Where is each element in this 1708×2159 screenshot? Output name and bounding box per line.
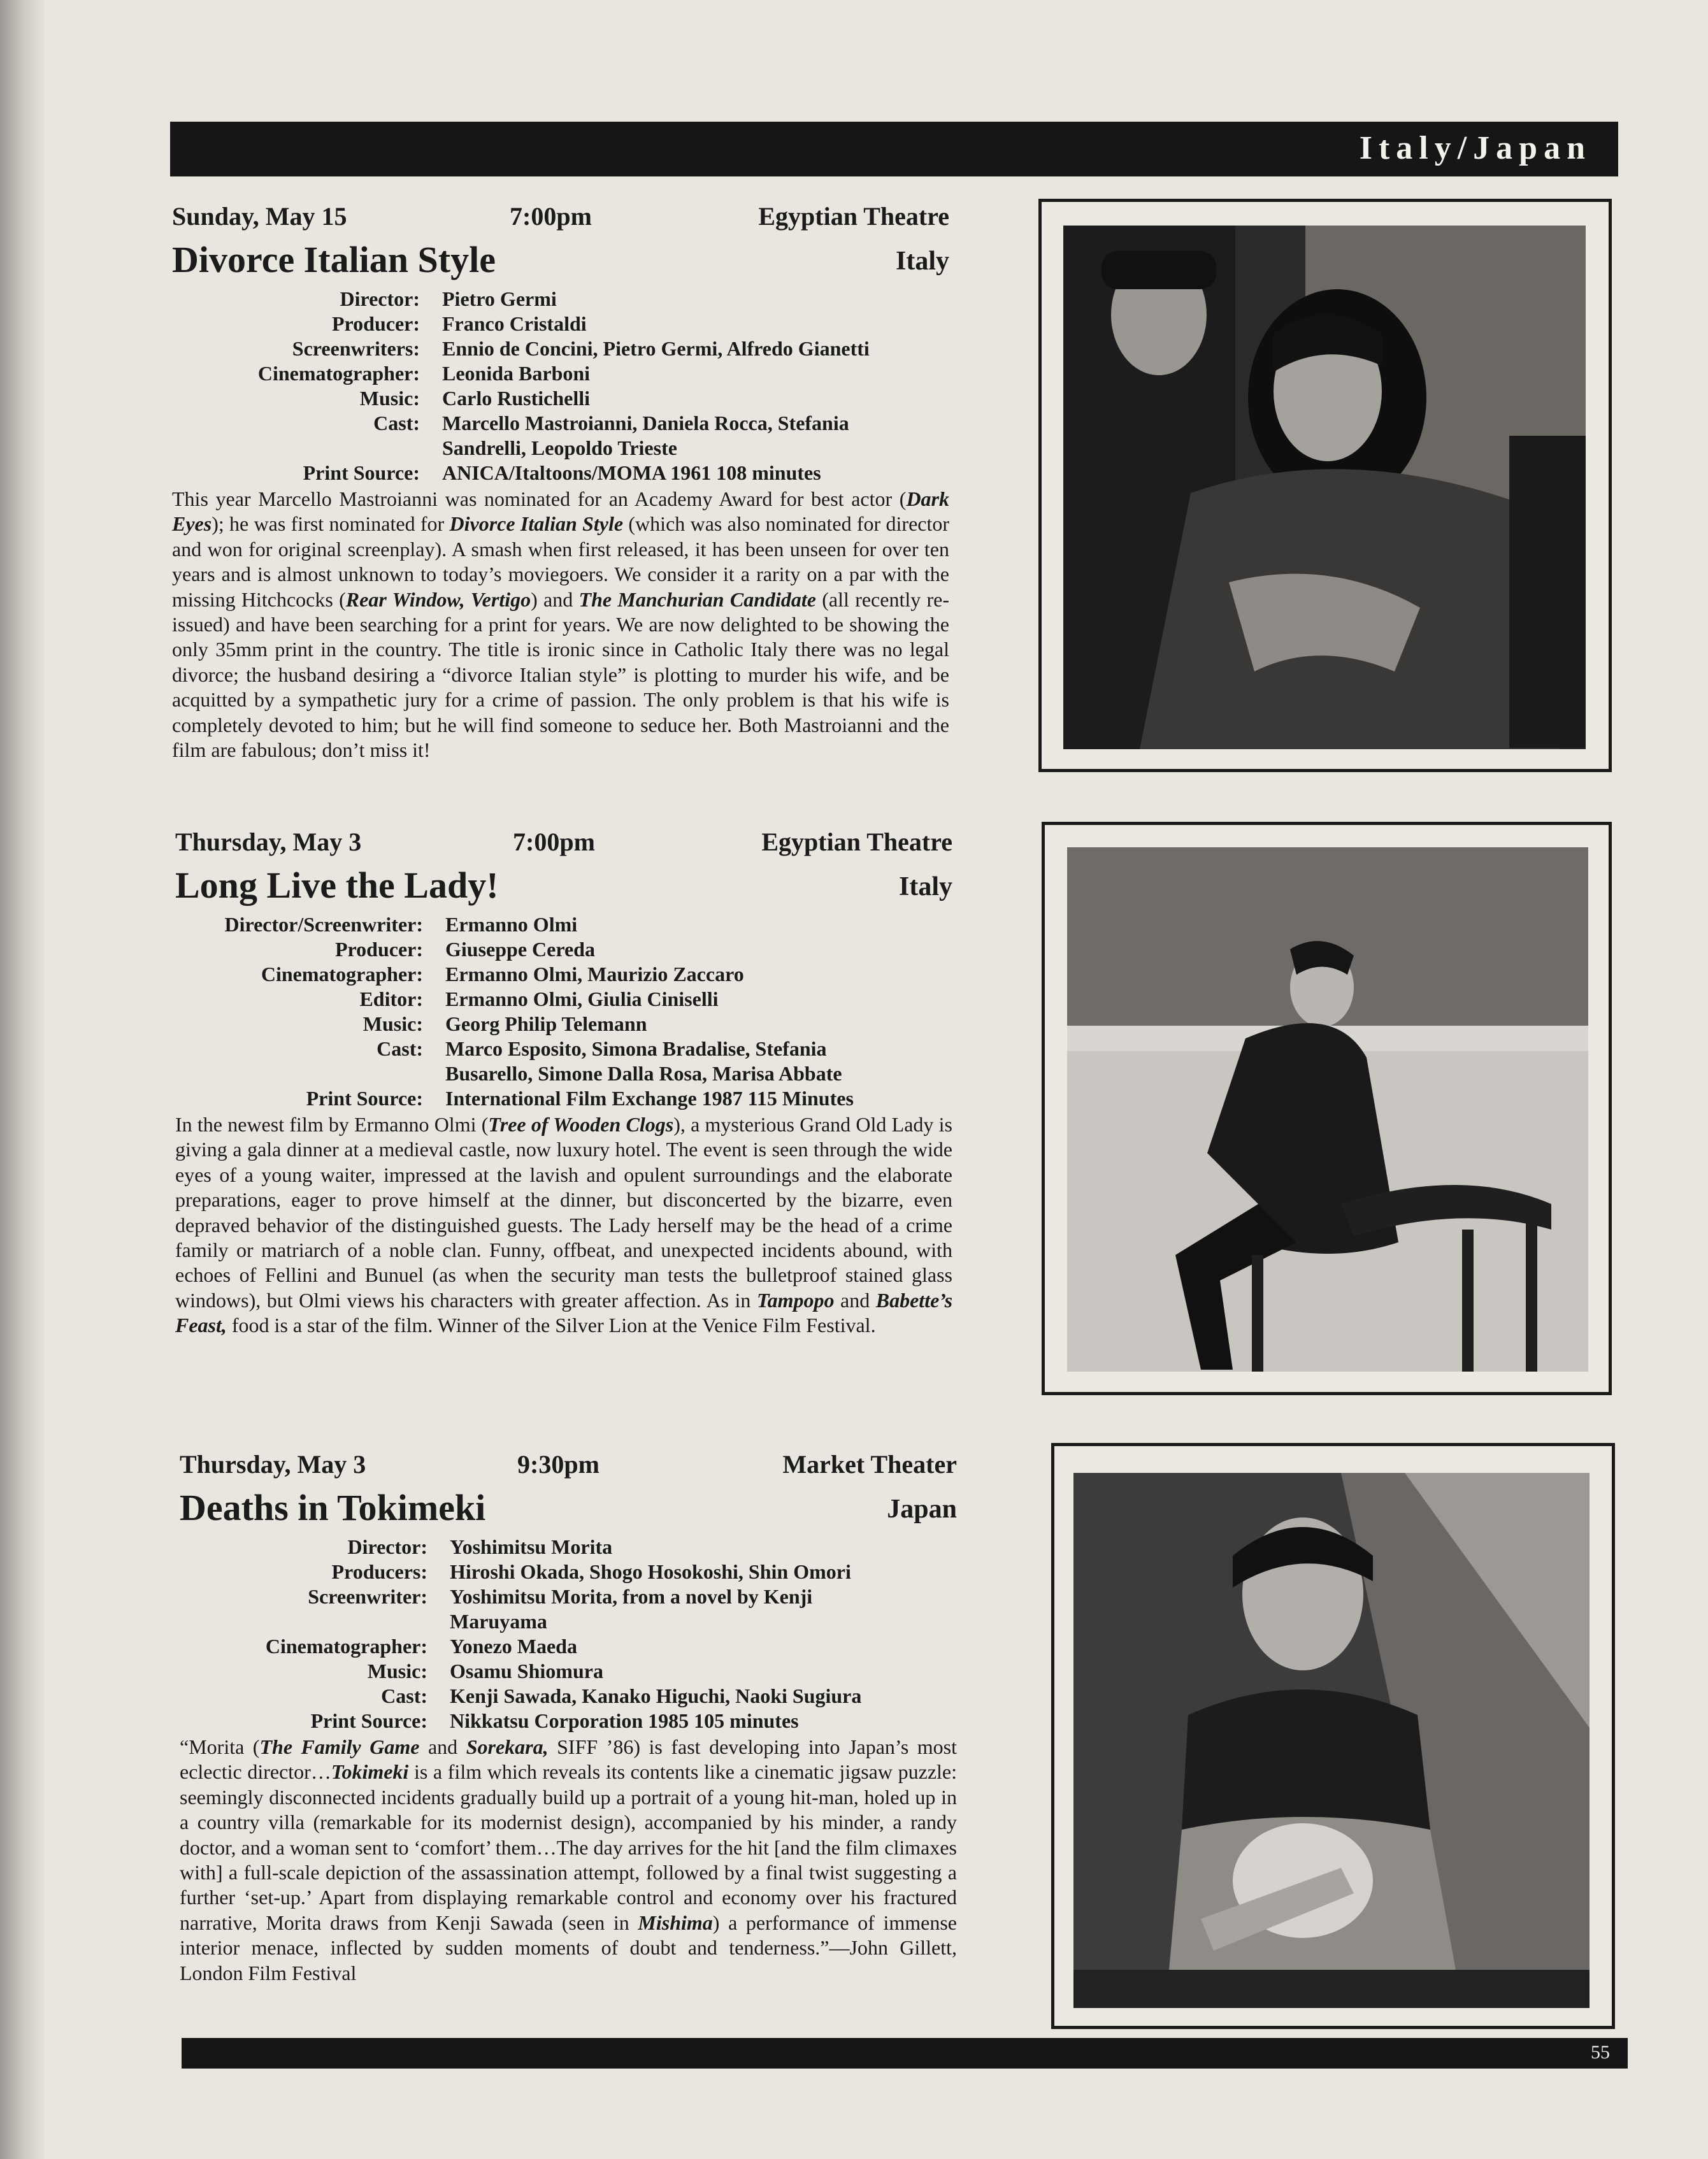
credit-row — [172, 411, 949, 436]
credit-role: Producer: — [334, 938, 423, 961]
credit-row — [172, 361, 949, 386]
credit-role: Music: — [367, 1660, 427, 1682]
credit-role: Producer: — [331, 312, 420, 335]
credit-role: Print Source: — [306, 1087, 423, 1110]
credit-role: Screenwriter: — [308, 1585, 427, 1608]
credit-row — [172, 336, 949, 361]
film-title: Deaths in Tokimeki — [180, 1487, 486, 1528]
credit-name: Ermanno Olmi, Maurizio Zaccaro — [445, 963, 744, 986]
screening-time: 7:00pm — [513, 828, 595, 856]
film-still-deaths-in-tokimeki — [1073, 1473, 1590, 2008]
credit-role: Cinematographer: — [265, 1635, 427, 1658]
credit-row — [172, 436, 949, 461]
section-title: Italy/Japan — [1359, 130, 1591, 166]
film-dateline — [180, 1449, 957, 1486]
credit-name: Yoshimitsu Morita, from a novel by Kenji — [450, 1585, 813, 1608]
credit-row — [172, 386, 949, 411]
credit-row — [180, 1609, 957, 1634]
credit-row — [172, 461, 949, 485]
credit-row — [175, 987, 952, 1012]
credit-row — [180, 1560, 957, 1584]
credit-name: Ermanno Olmi — [445, 913, 578, 936]
credit-role — [180, 1609, 450, 1634]
credit-row — [175, 1061, 952, 1086]
screening-venue: Egyptian Theatre — [758, 202, 949, 231]
credit-role: Print Source: — [310, 1709, 427, 1732]
credit-row — [175, 1036, 952, 1061]
credit-row — [172, 287, 949, 312]
credit-role: Director/Screenwriter: — [224, 913, 423, 936]
credit-row — [172, 312, 949, 336]
credit-name: Marco Esposito, Simona Bradalise, Stefania — [445, 1037, 827, 1060]
film-dateline — [172, 201, 949, 238]
film-country: Italy — [899, 872, 952, 901]
credit-role: Cinematographer: — [261, 963, 423, 986]
credit-name: Ennio de Concini, Pietro Germi, Alfredo Gianetti — [442, 337, 870, 360]
page-footer-bar — [182, 2038, 1628, 2069]
film-credits — [180, 1535, 957, 1733]
film-still-divorce-italian-style — [1063, 226, 1586, 749]
credit-role: Cast: — [377, 1037, 423, 1060]
credit-name: ANICA/Italtoons/MOMA 1961 108 minutes — [442, 461, 821, 484]
screening-venue: Market Theater — [782, 1450, 957, 1479]
photo-frame-deaths-in-tokimeki — [1051, 1443, 1615, 2029]
credit-role: Screenwriters: — [292, 337, 420, 360]
film-credits — [175, 912, 952, 1111]
credit-name: Giuseppe Cereda — [445, 938, 595, 961]
credit-row — [175, 937, 952, 962]
credit-name: Leonida Barboni — [442, 362, 591, 385]
film-titleline — [172, 238, 949, 287]
photo-frame-long-live-the-lady — [1042, 822, 1612, 1395]
credit-name: Ermanno Olmi, Giulia Ciniselli — [445, 987, 719, 1010]
credit-name: Hiroshi Okada, Shogo Hosokoshi, Shin Omori — [450, 1560, 851, 1583]
credit-role: Director: — [340, 287, 420, 310]
film-description: In the newest film by Ermanno Olmi (Tree of Wooden Clogs), a mysterious Grand Old Lady is giving a gala dinner at a medieval castle, now luxury hotel. The event is seen through the wide eyes of a young waiter, impressed at the lavish and opulent surroundings and the elaborate preparations, eager to prove himself at the dinner, but disconcerted by the bizarre, even depraved behavior of the distinguished guests. The Lady herself may be the head of a crime family or matriarch of a noble clan. Funny, offbeat, and unexpected incidents abound, with echoes of Fellini and Bunuel (as when the security man tests the bulletproof stained glass windows), but Olmi views his characters with greater affection. As in Tampopo and Babette’s Feast, food is a star of the film. Winner of the Silver Lion at the Venice Film Festival. — [175, 1113, 953, 1337]
credit-role: Producers: — [331, 1560, 427, 1583]
credit-name: Kenji Sawada, Kanako Higuchi, Naoki Sugiura — [450, 1684, 862, 1707]
credit-row — [180, 1634, 957, 1659]
credit-name: Osamu Shiomura — [450, 1660, 603, 1682]
screening-venue: Egyptian Theatre — [761, 828, 952, 856]
credit-role: Editor: — [359, 987, 423, 1010]
credit-role: Cinematographer: — [257, 362, 420, 385]
credit-row — [180, 1684, 957, 1709]
film-entry-deaths-in-tokimeki — [180, 1449, 957, 1986]
credit-name: Sandrelli, Leopoldo Trieste — [442, 436, 677, 459]
credit-row — [180, 1659, 957, 1684]
credit-row — [175, 962, 952, 987]
credit-row — [180, 1535, 957, 1560]
credit-role: Music: — [359, 387, 420, 410]
credit-name: Carlo Rustichelli — [442, 387, 590, 410]
film-dateline — [175, 827, 952, 864]
credit-name: Franco Cristaldi — [442, 312, 587, 335]
credit-name: Yoshimitsu Morita — [450, 1535, 613, 1558]
film-country: Italy — [896, 247, 949, 276]
credit-name: Pietro Germi — [442, 287, 557, 310]
screening-day: Thursday, May 3 — [180, 1450, 366, 1479]
credit-row — [180, 1709, 957, 1733]
credit-role: Director: — [347, 1535, 427, 1558]
credit-name: Maruyama — [450, 1610, 547, 1633]
credit-role — [175, 1061, 445, 1086]
credit-role — [172, 436, 442, 461]
credit-name: International Film Exchange 1987 115 Minutes — [445, 1087, 854, 1110]
page-number: 55 — [1591, 2042, 1610, 2063]
credit-name: Nikkatsu Corporation 1985 105 minutes — [450, 1709, 799, 1732]
credit-row — [175, 1086, 952, 1111]
credit-row — [175, 912, 952, 937]
section-header-bar — [170, 122, 1618, 176]
film-description: “Morita (The Family Game and Sorekara, SIFF ’86) is fast developing into Japan’s most eclectic director…Tokimeki is a film which reveals its contents like a cinematic jigsaw puzzle: seemingly disconnected incidents gradually build up a portrait of a young hit-man, holed up in a country villa (remarkable for its modernist design), accompanied by his minder, a randy doctor, and a woman sent to ‘comfort’ them…The day arrives for the hit [and the film climaxes with] a full-scale depiction of the assassination attempt, followed by a final twist suggesting a further ‘set-up.’ Apart from displaying remarkable control and economy over his fractured narrative, Morita draws from Kenji Sawada (seen in Mishima) a performance of immense interior menace, inflected by sudden moments of doubt and tenderness.”—John Gillett, London Film Festival — [180, 1735, 958, 1984]
film-entry-long-live-the-lady — [175, 827, 952, 1338]
film-title: Divorce Italian Style — [172, 239, 496, 280]
film-titleline — [175, 864, 952, 912]
credit-name: Busarello, Simone Dalla Rosa, Marisa Abbate — [445, 1062, 842, 1085]
credit-name: Marcello Mastroianni, Daniela Rocca, Stefania — [442, 412, 849, 434]
film-country: Japan — [887, 1495, 957, 1524]
credit-role: Cast: — [381, 1684, 427, 1707]
film-titleline — [180, 1486, 957, 1535]
credit-name: Georg Philip Telemann — [445, 1012, 647, 1035]
credit-role: Music: — [362, 1012, 423, 1035]
film-still-long-live-the-lady — [1067, 847, 1588, 1372]
book-spine-shadow — [0, 0, 45, 2159]
film-credits — [172, 287, 949, 485]
credit-name: Yonezo Maeda — [450, 1635, 577, 1658]
credit-role: Cast: — [373, 412, 420, 434]
credit-row — [180, 1584, 957, 1609]
film-entry-divorce-italian-style — [172, 201, 949, 763]
film-title: Long Live the Lady! — [175, 864, 499, 906]
photo-frame-divorce-italian-style — [1038, 199, 1612, 772]
screening-time: 9:30pm — [517, 1450, 599, 1479]
screening-day: Sunday, May 15 — [172, 202, 347, 231]
screening-time: 7:00pm — [510, 202, 592, 231]
film-description: This year Marcello Mastroianni was nominated for an Academy Award for best actor (Dark Eyes); he was first nominated for Divorce Italian Style (which was also nominated for director and won for original screenplay). A smash when first released, it has been unseen for over ten years and is almost unknown to today’s moviegoers. We consider it a rarity on a par with the missing Hitchcocks (Rear Window, Vertigo) and The Manchurian Candidate (all recently re-issued) and have been searching for a print for years. We are now delighted to be showing the only 35mm print in the country. The title is ironic since in Catholic Italy there was no legal divorce; the husband desiring a “divorce Italian style” is plotting to murder his wife, and be acquitted by a sympathetic jury for a crime of passion. The only problem is that his wife is completely devoted to him; but he will find someone to seduce her. Both Mastroianni and the film are fabulous; don’t miss it! — [172, 487, 950, 762]
screening-day: Thursday, May 3 — [175, 828, 362, 856]
credit-role: Print Source: — [303, 461, 420, 484]
credit-row — [175, 1012, 952, 1036]
